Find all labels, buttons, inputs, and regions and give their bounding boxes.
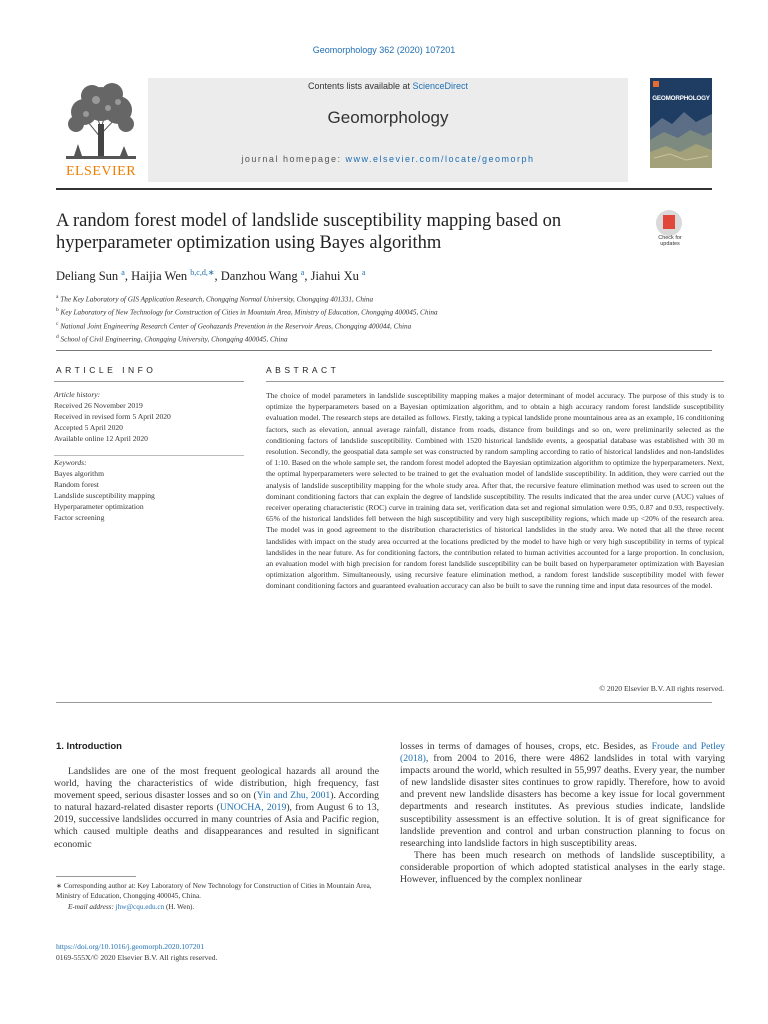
footnote-divider (56, 876, 136, 877)
cover-landscape-icon (650, 78, 712, 168)
intro-right-column: losses in terms of damages of houses, crops, etc. Besides, as Froude and Petley (2018), from 2004 to 2016, there were 4862 landslides in total with varying impacts around the world, which resulted in 55,997 deaths. Every year, the number of new landslide disaster sites continues to grow rapidly. Therefore, how to avoid and prevent new landslide disasters has become a key issue for local government departments and research institutes. As previous studies indicate, landslide susceptibility assessment is an effective solution. It is of great significance for landslide prevention and control and urban construction planning to focus on researching into landslide factors in high susceptibility areas. There has been much research on methods of landslide susceptibility, a considerable proportion of which adopted statistical analyses in the early stage. However, influenced by the complex nonlinear (400, 741, 725, 886)
history-item: Received in revised form 5 April 2020 (54, 411, 171, 421)
journal-masthead (56, 78, 712, 182)
author-name: Jiahui Xu (310, 269, 359, 284)
corresponding-author-footnote (56, 881, 386, 912)
intro-left-column: Landslides are one of the most frequent geological hazards all around the world, having the characteristics of wide distribution, high frequency, fast movement speed, serious disaster losses and so on (Yin and Zhu, 2001). According to natural hazard-related disaster reports (UNOCHA, 2019), from August 6 to 13, 2019, successive landslides occurred in many countries of Asia and Pacific region, which caused multiple deaths and disappearances and resulted in significant economic (54, 766, 379, 850)
bookmark-icon (663, 215, 675, 229)
history-item: Received 26 November 2019 (54, 400, 143, 410)
affiliations (56, 292, 696, 346)
journal-cover-image[interactable] (650, 78, 712, 168)
email-link[interactable]: jhw@cqu.edu.cn (115, 902, 165, 911)
abstract-divider (56, 702, 712, 703)
article-info-header: ARTICLE INFO (56, 365, 157, 375)
check-for-updates-badge[interactable] (648, 210, 692, 250)
doi-link[interactable]: https://doi.org/10.1016/j.geomorph.2020.107201 (56, 942, 205, 951)
elsevier-wordmark: ELSEVIER (65, 164, 137, 179)
history-item: Accepted 5 April 2020 (54, 422, 123, 432)
citation-link[interactable]: Yin and Zhu, 2001 (256, 790, 331, 802)
keywords (54, 458, 244, 523)
citation-link[interactable]: UNOCHA, 2019 (219, 802, 287, 814)
elsevier-logo[interactable] (56, 78, 146, 182)
abstract-rule (266, 381, 724, 382)
abstract-copyright: © 2020 Elsevier B.V. All rights reserved. (599, 684, 724, 693)
journal-name[interactable]: Geomorphology (327, 108, 449, 127)
author-affiliation-marker[interactable]: a (300, 268, 305, 277)
cover-title: GEOMORPHOLOGY (652, 95, 710, 102)
article-info-rule (54, 381, 244, 382)
author-affiliation-marker[interactable]: b,c,d,∗ (190, 268, 215, 277)
affiliation-item: $^b$ Key Laboratory of New Technology for Construction of Cities in Mountain Area, Ministry of Education, Chongqing 400045, China (56, 307, 438, 317)
keyword-item: Factor screening (54, 512, 105, 522)
citation-link[interactable]: Froude and Petley (2018) (400, 741, 725, 765)
article-title: A random forest model of landslide susceptibility mapping based on hyperparameter optimization using Bayes algorithm (56, 211, 562, 253)
keyword-item: Hyperparameter optimization (54, 501, 144, 511)
masthead-divider (56, 188, 712, 190)
abstract-text: The choice of model parameters in landslide susceptibility mapping makes a major determinant of model accuracy. The purpose of this study is to optimize the hyperparameters based on a Bayesian optimization algorithm, and to obtain a high accuracy random forest landslide susceptibility evaluation model. The research steps are detailed as follows. Firstly, taking a typical landslide prone mountainous area as an example, 16 conditioning factors, such as elevation, annual average rainfall, distance from roads, distance from buildings and so on, were preliminarily selected as the conditioning factors of landslide susceptibility. Combined with 1520 historical landslide events, a geospatial database was established with 30 m resolution. Secondly, the geospatial data sample set was constructed by random sampling according to ratio of historical landslides and non-landslides of 1:10. Based on the whole sample set, the random forest model adopted the Bayesian optimization algorithm to optimize the hyperparameters. Next, the optimal hyperparameters were selected to be trained to get the evaluation model of landslide susceptibility. In addition, they were carried out the analysis of landslide susceptibility mapping for the whole study area. After that, the recursive feature elimination method was used to screen out the dominant conditioning factors that can explain the degree of landslide susceptibility. The results indicated that the area under curve (AUC) values of receiver operating characteristic (ROC) curve in training data set, verification data set and regional simulation were 0.95, 0.87 and 0.93, respectively. 65% of the historical landslides fell between the high susceptibility and very high susceptibility regions, which made up <20% of the research area. The model was in good agreement to the distribution characteristics of historical landslides in the study area. We noted that all the three recent landslides with impact on the study area occurred at the locations predicted by the model to have high or very high susceptibility in terms of typical landslides in the near future. As for conditioning factors, the contribution related to human activities accounted for a large proportion. In conclusion, an evaluation model with high precision for random forest landslide susceptibility can be built based on hyperparameter optimization with Bayesian optimization algorithm. Simultaneously, using recursive feature elimination method, a random forest landslide susceptibility model with fewer dominant conditioning factors and guaranteed evaluation accuracy can also be built to save the running time and input data resources of the model. (266, 391, 724, 591)
journal-homepage (148, 154, 628, 164)
abstract-header: ABSTRACT (266, 365, 340, 375)
author-affiliation-marker[interactable]: a (361, 268, 366, 277)
affiliation-item: $^d$ School of Civil Engineering, Chongqing University, Chongqing 400045, China (56, 334, 288, 344)
footnote-text: ∗ Corresponding author at: Key Laboratory of New Technology for Construction of Cities in Mountain Area, Ministry of Education, Chongqing 400045, China. (56, 882, 372, 901)
author-name: Haijia Wen (131, 269, 188, 284)
elsevier-tree-icon (56, 78, 146, 162)
issn-copyright: 0169-555X/© 2020 Elsevier B.V. All rights reserved. (56, 953, 218, 962)
check-updates-label: Check for updates (658, 235, 682, 247)
author-list: Deliang Sun $^a$, Haijia Wen $^{b,c,d,∗}$, Danzhou Wang $^a$, Jiahui Xu $^a$ (56, 268, 366, 284)
keywords-divider (54, 455, 244, 456)
contents-prefix: Contents lists available at (307, 81, 413, 91)
keyword-item: Bayes algorithm (54, 468, 104, 478)
homepage-link[interactable]: www.elsevier.com/locate/geomorph (345, 154, 535, 164)
homepage-label: journal homepage: (241, 154, 346, 164)
keyword-item: Landslide susceptibility mapping (54, 490, 155, 500)
journal-banner (148, 78, 628, 182)
journal-citation[interactable]: Geomorphology 362 (2020) 107201 (312, 45, 456, 55)
sciencedirect-link[interactable]: ScienceDirect (412, 81, 469, 91)
author-affiliation-marker[interactable]: a (121, 268, 125, 277)
footnote-email-line: E-mail address: jhw@cqu.edu.cn (H. Wen). (68, 902, 195, 911)
header-divider (56, 350, 712, 351)
author-name: Deliang Sun (56, 269, 119, 284)
author-name: Danzhou Wang (220, 269, 298, 284)
contents-line (148, 81, 628, 91)
keyword-item: Random forest (54, 479, 99, 489)
section-heading: 1. Introduction (56, 741, 122, 752)
affiliation-item: $^c$ National Joint Engineering Research Center of Geohazards Prevention in the Reservoir Areas, Chongqing 400044, China (56, 320, 412, 331)
keywords-label: Keywords: (54, 458, 87, 467)
history-label: Article history: (54, 390, 101, 399)
intro-paragraph: There has been much research on methods of landslide susceptibility, a considerable proportion of which adopted statistical analyses in the early stage. However, influenced by the complex nonlinear (400, 849, 725, 886)
affiliation-item: $^a$ The Key Laboratory of GIS Application Research, Chongqing Normal University, Chongqing 401331, China (56, 294, 374, 304)
article-history (54, 390, 244, 445)
doi-block (56, 941, 386, 963)
history-item: Available online 12 April 2020 (54, 433, 148, 443)
